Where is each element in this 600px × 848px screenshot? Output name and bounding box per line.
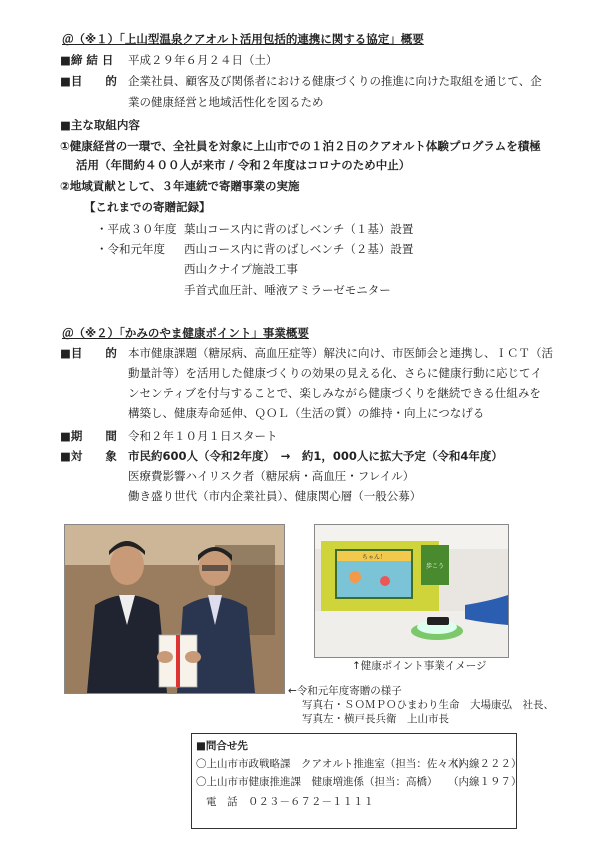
section2-target-line: 市民約600人（令和2年度） → 約1，000人に拡大予定（令和4年度） bbox=[128, 449, 503, 463]
section1-item: ②地域貢献として、３年連続で寄贈事業の実施 bbox=[60, 179, 300, 193]
contact-org: 〇上山市市健康推進課 健康増進係（担当：高橋） bbox=[196, 776, 438, 788]
screen-banner: ちゃん！ bbox=[361, 554, 387, 561]
section2-purpose-line: 構築し、健康寿命延伸、ＱＯＬ（生活の質）の維持・向上につなげる bbox=[128, 406, 485, 420]
screen-label: 歩こう bbox=[425, 563, 445, 570]
section1-purpose-line: 業の健康経営と地域活性化を図るため bbox=[128, 95, 324, 109]
health-point-photo-drawing bbox=[315, 525, 508, 657]
section1-date-label: ■締 結 日 bbox=[60, 53, 114, 67]
section1-purpose-label: ■目 的 bbox=[60, 74, 117, 88]
section1-item: 活用（年間約４００人が来市 / 令和２年度はコロナのため中止） bbox=[76, 158, 411, 172]
health-point-photo bbox=[314, 524, 509, 658]
section2-target-label: ■対 象 bbox=[60, 449, 117, 463]
section1-date-value: 平成２９年６月２４日（土） bbox=[128, 53, 278, 67]
section1-title: ＠（※１）「上山型温泉クアオルト活用包括的連携に関する協定」概要 bbox=[62, 32, 424, 46]
section2-period-label: ■期 間 bbox=[60, 429, 117, 443]
left-photo-caption: 写真左・横戸長兵衛 上山市長 bbox=[302, 713, 449, 725]
contact-heading: ■問合せ先 bbox=[196, 740, 248, 752]
record-year: ・平成３０年度 bbox=[96, 222, 177, 236]
record-heading: 【これまでの寄贈記録】 bbox=[84, 200, 211, 214]
section1-main-heading: ■主な取組内容 bbox=[60, 118, 140, 132]
contact-phone: 電 話 ０２３－６７２－１１１１ bbox=[206, 796, 374, 808]
section2-purpose-line: ンセンティブを付与することで、楽しみながら健康づくりを継続できる仕組みを bbox=[128, 386, 541, 400]
record-text: 西山コース内に背のばしベンチ（２基）設置 bbox=[184, 242, 414, 256]
record-text: 西山クナイプ施設工事 bbox=[184, 262, 298, 276]
section1-item: ①健康経営の一環で、全社員を対象に上山市での１泊２日のクアオルト体験プログラムを積極 bbox=[60, 139, 541, 153]
section1-purpose-line: 企業社員、顧客及び関係者における健康づくりの推進に向けた取組を通じて、企 bbox=[128, 74, 542, 88]
section2-purpose-line: 本市健康課題（糖尿病、高血圧症等）解決に向け、市医師会と連携し、ＩＣＴ（活 bbox=[128, 346, 554, 360]
section2-target-line: 働き盛り世代（市内企業社員）、健康関心層（一般公募） bbox=[128, 489, 422, 503]
record-text: 手首式血圧計、唾液アミラーゼモニター bbox=[184, 283, 391, 297]
record-text: 葉山コース内に背のばしベンチ（１基）設置 bbox=[184, 222, 414, 236]
section2-target-line: 医療費影響ハイリスク者（糖尿病・高血圧・フレイル） bbox=[128, 469, 415, 483]
contact-ext: （内線２２２） bbox=[448, 758, 522, 770]
section2-period-value: 令和２年１０月１日スタート bbox=[128, 429, 278, 443]
left-photo-caption: 写真右・ＳＯＭＰＯひまわり生命 大場康弘 社長、 bbox=[302, 699, 554, 711]
contact-ext: （内線１９７） bbox=[448, 776, 522, 788]
contact-org: 〇上山市市政戦略課 クアオルト推進室（担当：佐々木） bbox=[196, 758, 469, 770]
donation-photo bbox=[64, 524, 285, 694]
right-photo-caption: ↑健康ポイント事業イメージ bbox=[352, 660, 487, 672]
left-photo-caption: ←令和元年度寄贈の様子 bbox=[288, 685, 402, 697]
record-year: ・令和元年度 bbox=[96, 242, 165, 256]
section2-purpose-line: 動量計等）を活用した健康づくりの効果の見える化、さらに健康行動に応じてイ bbox=[128, 366, 542, 380]
donation-photo-drawing bbox=[65, 525, 284, 693]
section2-purpose-label: ■目 的 bbox=[60, 346, 117, 360]
section2-title: ＠（※２）「かみのやま健康ポイント」事業概要 bbox=[62, 326, 309, 340]
